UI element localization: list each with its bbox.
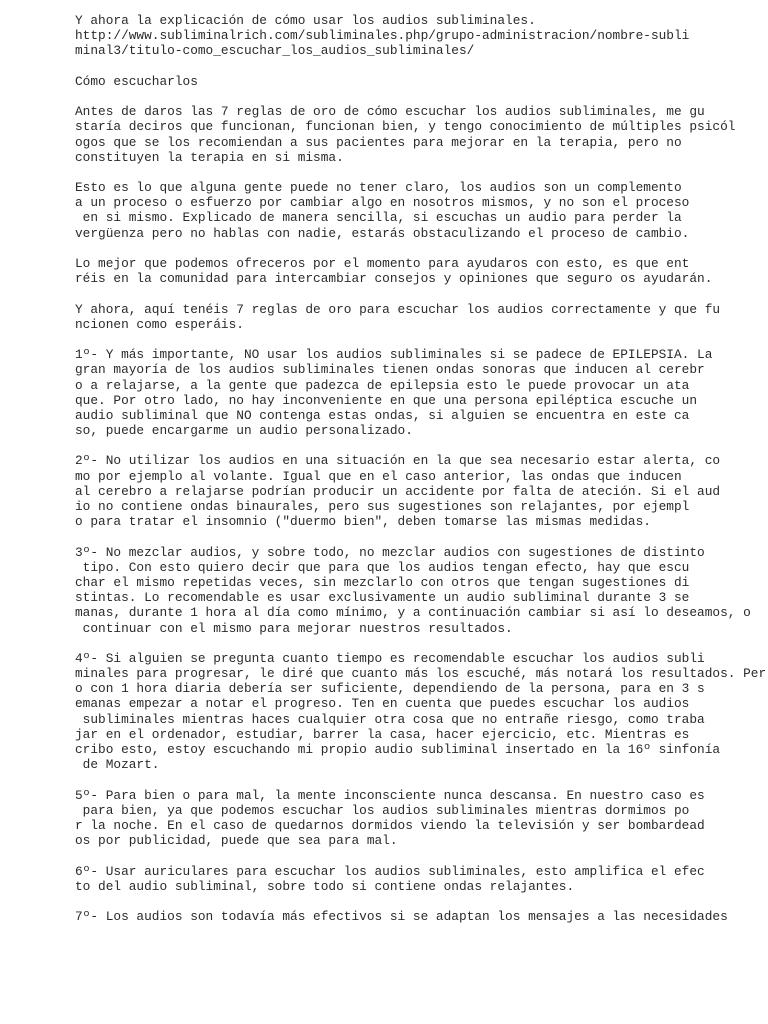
- text-line: continuar con el mismo para mejorar nuestros resultados.: [75, 620, 513, 636]
- text-line: ogos que se los recomiendan a sus pacientes para mejorar en la terapia, pero no: [75, 134, 682, 150]
- text-line: para bien, ya que podemos escuchar los audios subliminales mientras dormimos po: [75, 802, 690, 818]
- paragraph: [75, 256, 765, 286]
- rule-2: [75, 453, 765, 529]
- text-line: audio subliminal que NO contenga estas ondas, si alguien se encuentra en este ca: [75, 407, 690, 423]
- text-line: 3º- No mezclar audios, y sobre todo, no mezclar audios con sugestiones de distinto: [75, 544, 705, 560]
- rule-3: [75, 545, 765, 636]
- document-page: [75, 13, 765, 939]
- paragraph: [75, 104, 765, 165]
- text-line: cribo esto, estoy escuchando mi propio audio subliminal insertado en la 16º sinfonía: [75, 742, 721, 757]
- text-line: mo por ejemplo al volante. Igual que en el caso anterior, las ondas que inducen: [75, 468, 682, 484]
- text-line: tipo. Con esto quiero decir que para que los audios tengan efecto, hay que escu: [75, 559, 690, 575]
- rule-1: [75, 347, 765, 438]
- rule-4: [75, 651, 765, 773]
- rule-7: [75, 909, 765, 924]
- text-line: ncionen como esperáis.: [75, 316, 244, 332]
- text-line: constituyen la terapia en si misma.: [75, 149, 344, 165]
- text-line: r la noche. En el caso de quedarnos dormidos viendo la televisión y ser bombardead: [75, 817, 705, 833]
- text-line: gran mayoría de los audios subliminales tienen ondas sonoras que inducen al cerebr: [75, 362, 705, 378]
- text-line: o para tratar el insomnio ("duermo bien", deben tomarse las mismas medidas.: [75, 514, 651, 530]
- text-line: staría deciros que funcionan, funcionan bien, y tengo conocimiento de múltiples psicól: [75, 119, 736, 135]
- text-line: os por publicidad, puede que sea para mal.: [75, 833, 398, 849]
- text-line: so, puede encargarme un audio personalizado.: [75, 423, 413, 439]
- text-line: Y ahora, aquí tenéis 7 reglas de oro para escuchar los audios correctamente y que fu: [75, 301, 721, 317]
- text-line: réis en la comunidad para intercambiar consejos y opiniones que seguro os ayudarán.: [75, 271, 713, 287]
- text-line: stintas. Lo recomendable es usar exclusivamente un audio subliminal durante 3 se: [75, 590, 690, 606]
- text-line: char el mismo repetidas veces, sin mezclarlo con otros que tengan sugestiones di: [75, 574, 690, 590]
- text-line: al cerebro a relajarse podrían producir un accidente por falta de ateción. Si el aud: [75, 483, 721, 499]
- text-line: Y ahora la explicación de cómo usar los audios subliminales.: [75, 13, 536, 28]
- rule-6: [75, 864, 765, 894]
- text-line: o con 1 hora diaria debería ser suficiente, dependiendo de la persona, para en 3 s: [75, 681, 705, 697]
- text-line: 6º- Usar auriculares para escuchar los audios subliminales, esto amplifica el efec: [75, 863, 705, 879]
- heading-line: Cómo escucharlos: [75, 73, 198, 89]
- text-line: 5º- Para bien o para mal, la mente inconsciente nunca descansa. En nuestro caso es: [75, 787, 705, 803]
- text-line: o a relajarse, a la gente que padezca de epilepsia esto le puede provocar un ata: [75, 377, 690, 393]
- text-line: manas, durante 1 hora al día como mínimo, y a continuación cambiar si así lo deseamos, o: [75, 605, 751, 621]
- text-line: de Mozart.: [75, 757, 160, 773]
- url-line[interactable]: minal3/titulo-como_escuchar_los_audios_subliminales/: [75, 43, 475, 59]
- paragraph: [75, 302, 765, 332]
- url-line[interactable]: http://www.subliminalrich.com/subliminales.php/grupo-administracion/nombre-subli: [75, 28, 690, 44]
- text-line: minales para progresar, le diré que cuanto más los escuché, más notará los resultados. Per: [75, 666, 767, 682]
- text-line: subliminales mientras haces cualquier otra cosa que no entrañe riesgo, como traba: [75, 711, 705, 727]
- text-line: en si mismo. Explicado de manera sencilla, si escuchas un audio para perder la: [75, 210, 682, 226]
- text-line: jar en el ordenador, estudiar, barrer la casa, hacer ejercicio, etc. Mientras es: [75, 726, 690, 742]
- text-line: 7º- Los audios son todavía más efectivos si se adaptan los mensajes a las necesidades: [75, 909, 728, 925]
- text-line: vergüenza pero no hablas con nadie, estarás obstaculizando el proceso de cambio.: [75, 225, 690, 241]
- rule-5: [75, 788, 765, 849]
- text-line: Antes de daros las 7 reglas de oro de cómo escuchar los audios subliminales, me gu: [75, 104, 705, 120]
- text-line: Esto es lo que alguna gente puede no tener claro, los audios son un complemento: [75, 180, 682, 196]
- text-line: 1º- Y más importante, NO usar los audios subliminales si se padece de EPILEPSIA. La: [75, 347, 713, 363]
- text-line: que. Por otro lado, no hay inconveniente en que una persona epiléptica escuche un: [75, 392, 698, 408]
- paragraph-intro: [75, 13, 765, 59]
- text-line: a un proceso o esfuerzo por cambiar algo en nosotros mismos, y no son el proceso: [75, 195, 690, 211]
- text-line: io no contiene ondas binaurales, pero sus sugestiones son relajantes, por ejempl: [75, 499, 690, 514]
- text-line: 4º- Si alguien se pregunta cuanto tiempo es recomendable escuchar los audios subli: [75, 650, 705, 666]
- text-line: Lo mejor que podemos ofreceros por el momento para ayudaros con esto, es que ent: [75, 256, 690, 271]
- text-line: to del audio subliminal, sobre todo si contiene ondas relajantes.: [75, 878, 575, 894]
- text-line: 2º- No utilizar los audios en una situación en la que sea necesario estar alerta, co: [75, 453, 721, 469]
- section-heading: [75, 74, 765, 89]
- text-line: emanas empezar a notar el progreso. Ten en cuenta que puedes escuchar los audios: [75, 696, 690, 712]
- paragraph: [75, 180, 765, 241]
